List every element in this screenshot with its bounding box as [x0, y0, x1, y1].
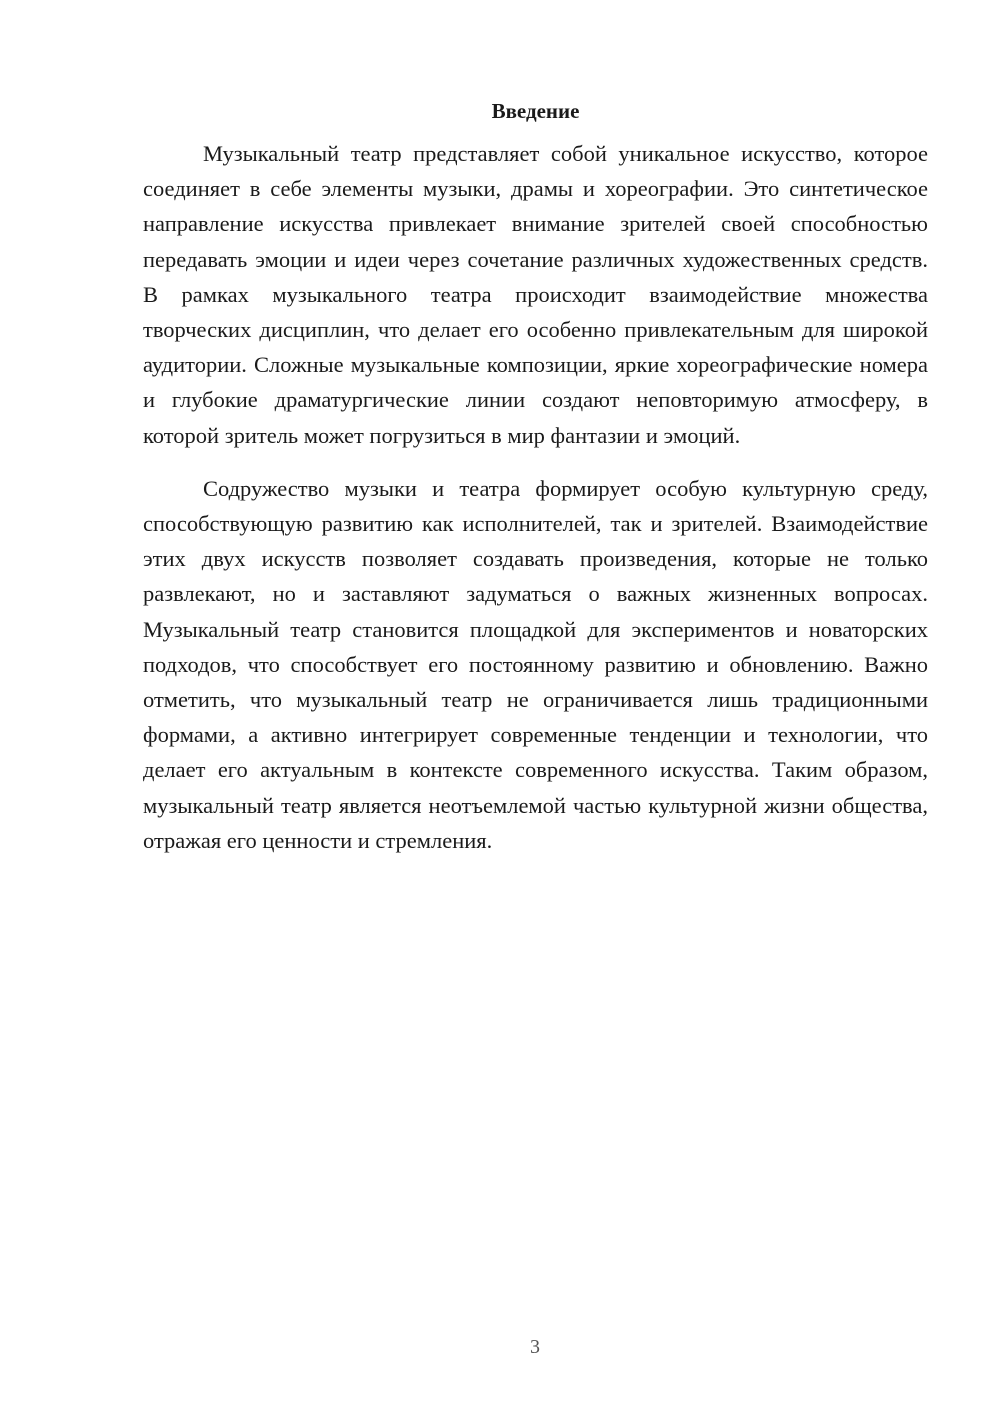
page-content [143, 96, 928, 858]
page-number: 3 [530, 1336, 540, 1358]
paragraph-2: Содружество музыки и театра формирует особую культурную среду, способствующую развитию как исполнителей, так и зрителей. Взаимодействие этих двух искусств позволяет создавать произведения, которые не только развлекают, но и заставляют задуматься о важных жизненных вопросах. Музыкальный театр становится площадкой для экспериментов и новаторских подходов, что способствует его постоянному развитию и обновлению. Важно отметить, что музыкальный театр не ограничивается лишь традиционными формами, а активно интегрирует современные тенденции и технологии, что делает его актуальным в контексте современного искусства. Таким образом, музыкальный театр является неотъемлемой частью культурной жизни общества, отражая его ценности и стремления. [143, 475, 928, 853]
section-heading: Введение [491, 99, 580, 123]
paragraph-1: Музыкальный театр представляет собой уникальное искусство, которое соединяет в себе элементы музыки, драмы и хореографии. Это синтетическое направление искусства привлекает внимание зрителей своей способностью передавать эмоции и идеи через сочетание различных художественных средств. В рамках музыкального театра происходит взаимодействие множества творческих дисциплин, что делает его особенно привлекательным для широкой аудитории. Сложные музыкальные композиции, яркие хореографические номера и глубокие драматургические линии создают неповторимую атмосферу, в которой зритель может погрузиться в мир фантазии и эмоций. [143, 141, 928, 448]
